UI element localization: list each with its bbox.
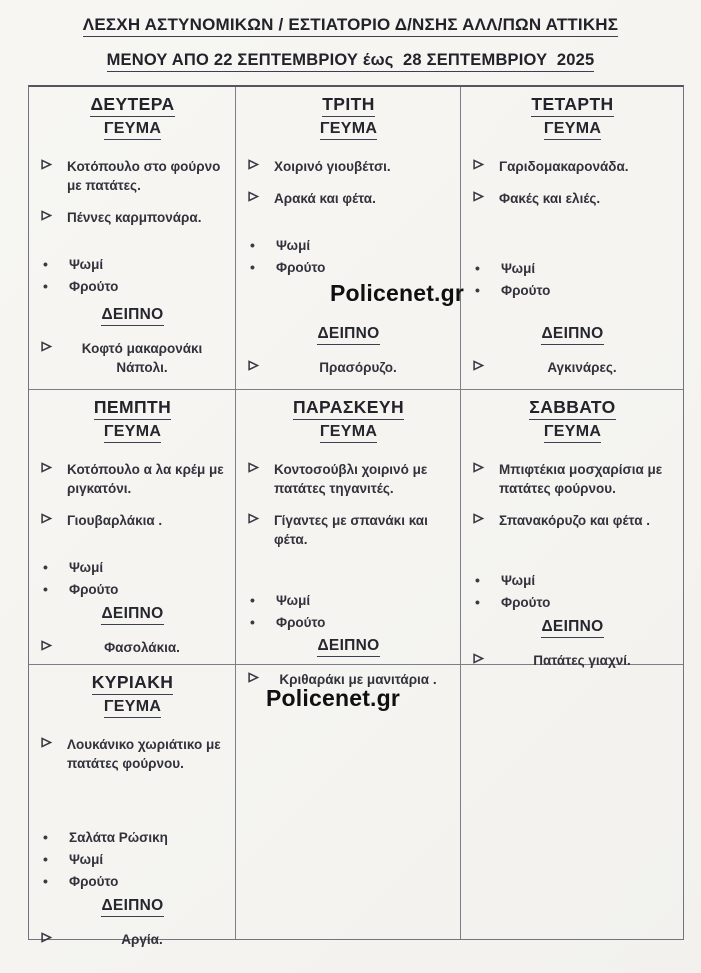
right-arrowhead-icon — [470, 358, 499, 371]
lunch-heading: ΓΕΥΜΑ — [245, 423, 452, 443]
menu-item — [470, 511, 675, 530]
lunch-list — [245, 460, 452, 563]
lunch-list — [245, 157, 452, 221]
lunch-list — [38, 460, 227, 543]
menu-item-text: Πέννες καρμπονάρα. — [67, 210, 202, 226]
dinner-list — [38, 638, 227, 657]
dinner-block — [470, 615, 675, 670]
dinner-heading: ΔΕΙΠΝΟ — [245, 637, 452, 657]
dinner-block — [38, 894, 227, 949]
menu-item — [245, 358, 452, 377]
bullet-icon: • — [43, 829, 48, 846]
right-arrowhead-icon — [38, 511, 67, 524]
menu-item — [38, 735, 227, 773]
menu-item — [470, 157, 675, 176]
menu-item-text: Κριθαράκι με μανιτάρια . — [279, 672, 437, 688]
dinner-block — [245, 322, 452, 377]
lunch-list — [38, 157, 227, 240]
right-arrowhead-icon — [38, 460, 67, 473]
bullet-icon: • — [475, 572, 480, 589]
menu-item — [245, 157, 452, 176]
dinner-block — [38, 303, 227, 377]
menu-item — [38, 930, 227, 949]
dinner-block — [38, 602, 227, 657]
dinner-list — [245, 358, 452, 377]
menu-item-text: Φακές και ελιές. — [499, 191, 601, 207]
day-heading: ΣΑΒΒΑΤΟ — [470, 397, 675, 420]
menu-item-text: Φρούτο — [501, 283, 551, 299]
menu-item-text: Φρούτο — [501, 595, 551, 611]
dinner-heading: ΔΕΙΠΝΟ — [38, 897, 227, 917]
dinner-list — [38, 339, 227, 377]
right-arrowhead-icon — [470, 511, 499, 524]
day-heading: ΠΑΡΑΣΚΕΥΗ — [245, 397, 452, 420]
menu-cell-tuesday — [236, 87, 461, 390]
menu-item — [245, 236, 452, 256]
right-arrowhead-icon — [245, 511, 274, 524]
menu-item-text: Αγκινάρες. — [547, 359, 617, 375]
menu-item-text: Κοντοσούβλι χοιρινό με πατάτες τηγανιτές. — [274, 462, 428, 497]
sides-list — [38, 558, 227, 602]
menu-item-text: Κοφτό μακαρονάκι Νάπολι. — [81, 340, 203, 375]
right-arrowhead-icon — [470, 460, 499, 473]
bullet-icon: • — [43, 851, 48, 868]
menu-cell-thursday — [29, 390, 236, 665]
menu-item — [245, 511, 452, 549]
bullet-icon: • — [475, 594, 480, 611]
menu-item — [470, 358, 675, 377]
menu-item-text: Γιουβαρλάκια . — [67, 513, 163, 529]
lunch-list — [470, 460, 675, 543]
menu-cell-sunday — [29, 665, 236, 947]
menu-item — [38, 828, 227, 848]
sides-list — [38, 828, 227, 894]
bullet-icon: • — [250, 259, 255, 276]
menu-item-text: Πατάτες γιαχνί. — [533, 653, 631, 669]
lunch-heading: ΓΕΥΜΑ — [38, 423, 227, 443]
dinner-list — [38, 930, 227, 949]
bullet-icon: • — [43, 278, 48, 295]
bullet-icon: • — [43, 256, 48, 273]
sides-list — [470, 259, 675, 303]
menu-item — [470, 281, 675, 301]
sides-list — [38, 255, 227, 299]
menu-item — [245, 613, 452, 633]
menu-item-text: Μπιφτέκια μοσχαρίσια με πατάτες φούρνου. — [499, 462, 663, 497]
weekly-menu-table — [28, 85, 684, 947]
lunch-heading: ΓΕΥΜΑ — [38, 120, 227, 140]
menu-item — [245, 591, 452, 611]
menu-item-text: Πρασόρυζο. — [319, 359, 397, 375]
bullet-icon: • — [475, 282, 480, 299]
dinner-heading: ΔΕΙΠΝΟ — [38, 605, 227, 625]
bullet-icon: • — [250, 591, 255, 608]
right-arrowhead-icon — [38, 638, 67, 651]
menu-item — [470, 571, 675, 591]
right-arrowhead-icon — [245, 460, 274, 473]
day-heading: ΠΕΜΠΤΗ — [38, 397, 227, 420]
lunch-heading: ΓΕΥΜΑ — [245, 120, 452, 140]
policenet-watermark: Policenet.gr — [330, 280, 465, 306]
bullet-icon: • — [43, 581, 48, 598]
menu-item — [38, 157, 227, 195]
lunch-heading: ΓΕΥΜΑ — [470, 423, 675, 443]
policenet-watermark: Policenet.gr — [266, 685, 401, 711]
bullet-icon: • — [475, 260, 480, 277]
lunch-heading: ΓΕΥΜΑ — [38, 698, 227, 718]
sides-list — [245, 236, 452, 280]
lunch-heading: ΓΕΥΜΑ — [470, 120, 675, 140]
menu-item — [470, 593, 675, 613]
sides-list — [245, 591, 452, 635]
bullet-icon: • — [250, 237, 255, 254]
menu-item — [38, 558, 227, 578]
menu-item — [470, 189, 675, 208]
menu-item-text: Ψωμί — [276, 592, 311, 608]
menu-item-text: Φρούτο — [69, 874, 119, 890]
menu-item-text: Φρούτο — [69, 582, 119, 598]
menu-cell-saturday — [461, 390, 683, 669]
menu-item — [38, 511, 227, 530]
menu-cell-monday — [29, 87, 236, 390]
menu-item-text: Αρακά και φέτα. — [274, 191, 376, 207]
bullet-icon: • — [250, 613, 255, 630]
day-heading: ΤΕΤΑΡΤΗ — [470, 94, 675, 117]
day-heading: ΔΕΥΤΕΡΑ — [38, 94, 227, 117]
menu-item — [38, 580, 227, 600]
menu-item-text: Κοτόπουλο στο φούρνο με πατάτες. — [67, 159, 221, 194]
menu-item-text: Ψωμί — [501, 261, 536, 277]
right-arrowhead-icon — [245, 358, 274, 371]
menu-item — [38, 460, 227, 498]
menu-item-text: Ψωμί — [276, 238, 311, 254]
empty-cell-2 — [461, 665, 683, 939]
menu-item-text: Κοτόπουλο α λα κρέμ με ριγκατόνι. — [67, 462, 224, 497]
menu-cell-wednesday — [461, 87, 683, 390]
menu-item — [38, 872, 227, 892]
menu-cell-friday — [236, 390, 461, 688]
right-arrowhead-icon — [38, 339, 67, 352]
right-arrowhead-icon — [245, 157, 274, 170]
menu-item-text: Φρούτο — [276, 260, 326, 276]
bullet-icon: • — [43, 873, 48, 890]
menu-item-text: Γαριδομακαρονάδα. — [499, 159, 629, 174]
right-arrowhead-icon — [38, 735, 67, 748]
day-heading: ΚΥΡΙΑΚΗ — [38, 672, 227, 695]
right-arrowhead-icon — [470, 651, 499, 664]
menu-item-text: Ψωμί — [69, 852, 104, 868]
menu-item — [38, 255, 227, 275]
menu-item-text: Σπανακόρυζο και φέτα . — [499, 513, 651, 529]
menu-item — [38, 208, 227, 227]
menu-item-text: Ψωμί — [69, 257, 104, 273]
menu-item — [38, 277, 227, 297]
document-title: ΛΕΣΧΗ ΑΣΤΥΝΟΜΙΚΩΝ / ΕΣΤΙΑΤΟΡΙΟ Δ/ΝΣΗΣ ΑΛΛ/ΠΩΝ ΑΤΤΙΚΗΣ — [0, 15, 701, 37]
right-arrowhead-icon — [38, 157, 67, 170]
menu-item-text: Λουκάνικο χωριάτικο με πατάτες φούρνου. — [67, 737, 221, 772]
dinner-heading: ΔΕΙΠΝΟ — [38, 306, 227, 326]
dinner-heading: ΔΕΙΠΝΟ — [245, 325, 452, 345]
menu-item-text: Φρούτο — [69, 279, 119, 295]
sides-list — [470, 571, 675, 615]
menu-item — [245, 460, 452, 498]
menu-item — [245, 189, 452, 208]
lunch-list — [38, 735, 227, 786]
dinner-heading: ΔΕΙΠΝΟ — [470, 325, 675, 345]
right-arrowhead-icon — [38, 930, 67, 943]
right-arrowhead-icon — [470, 189, 499, 202]
menu-item — [245, 258, 452, 278]
menu-item-text: Γίγαντες με σπανάκι και φέτα. — [274, 513, 428, 548]
menu-item-text: Φρούτο — [276, 614, 326, 630]
right-arrowhead-icon — [470, 157, 499, 170]
menu-item-text: Ψωμί — [501, 573, 536, 589]
menu-item — [470, 460, 675, 498]
dinner-heading: ΔΕΙΠΝΟ — [470, 618, 675, 638]
dinner-block — [470, 322, 675, 377]
menu-item — [38, 850, 227, 870]
menu-item — [38, 339, 227, 377]
menu-item — [38, 638, 227, 657]
dinner-list — [470, 358, 675, 377]
menu-item — [470, 259, 675, 279]
menu-item-text: Ψωμί — [69, 560, 104, 576]
bullet-icon: • — [43, 559, 48, 576]
menu-item-text: Χοιρινό γιουβέτσι. — [274, 159, 391, 174]
right-arrowhead-icon — [245, 189, 274, 202]
menu-item-text: Αργία. — [121, 931, 163, 947]
menu-item-text: Φασολάκια. — [104, 640, 180, 656]
lunch-list — [470, 157, 675, 221]
menu-item-text: Σαλάτα Ρώσικη — [69, 830, 168, 846]
document-subtitle: ΜΕΝΟΥ ΑΠΟ 22 ΣΕΠΤΕΜΒΡΙΟΥ έως 28 ΣΕΠΤΕΜΒΡΙΟΥ 2025 — [0, 51, 701, 72]
day-heading: ΤΡΙΤΗ — [245, 94, 452, 117]
right-arrowhead-icon — [38, 208, 67, 221]
